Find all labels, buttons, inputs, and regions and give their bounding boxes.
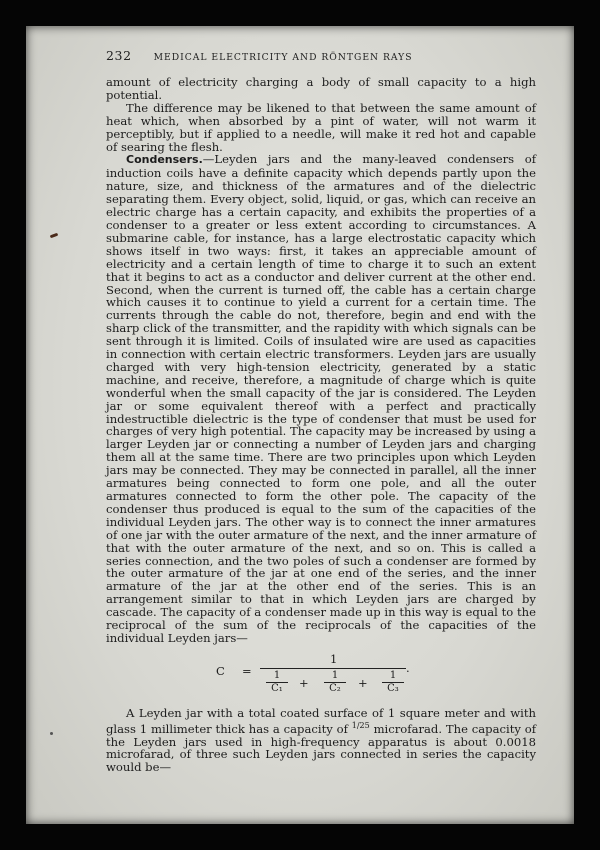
page-header [106,48,536,63]
formula-term-2: $\frac{1}{\text{C₂}}$ [324,670,346,695]
book-page [26,26,574,824]
formula-term-1: $\frac{1}{\text{C₁}}$ [266,670,288,695]
ink-dot [50,732,53,735]
paragraph-condensers [106,153,536,644]
condensers-text: —Leyden jars and the many-leaved condensers of induction coils have a definite capacity which depends partly upon the nature, size, and thickness of the armatures and of the dielectric separating them. Every object, solid, liquid, or gas, which can receive an electric charge has a certain capacity, and exhibits the properties of a condenser to a greater or less extent according to circumstances. A submarine cable, for instance, has a large electrostatic capacity which shows itself in two ways: first, it takes an appreciable amount of electricity and a certain length of time to charge it to such an extent that it begins to act as a conductor and deliver current at the other end. Second, when the current is turned off, the cable has a certain charge which causes it to continue to yield a current for a certain time. The currents through the cable do not, therefore, begin and end with the sharp click of the transmitter, and the rapidity with which signals can be sent through it is limited. Coils of insulated wire are used as capacities in connection with certain electric transformers. Leyden jars are usually charged with very high-tension electricity, generated by a static machine, and receive, therefore, a magnitude of charge which is quite wonderful when the small capacity of the jar is considered. The Leyden jar or some equivalent thereof with a perfect and practically indestructible dielectric is the type of condenser that must be used for charges of very high potential. The capacity may be increased by using a larger Leyden jar or connecting a number of Leyden jars and charging them all at the same time. There are two principles upon which Leyden jars may be connected. They may be connected in parallel, all the inner armatures being connected to form one pole, and all the outer armatures connected to form the other pole. The capacity of the condenser thus produced is equal to the sum of the capacities of the individual Leyden jars. The other way is to connect the inner armatures of one jar with the outer armature of the next, and the inner armature of that with the outer armature of the next, and so on. This is called a series connection, and the two poles of such a condenser are formed by the outer armature of the jar at one end of the series, and the inner armature of the jar at the other end of the series. This is an arrangement similar to that in which Leyden jars are charged by cascade. The capacity of a condenser made up in this way is equal to the reciprocal of the sum of the reciprocals of the capacities of the individual Leyden jars— [106,152,536,645]
formula-end: · [406,663,410,678]
formula-numerator: 1 [330,651,338,666]
formula-equals: = [242,663,252,678]
paragraph-continuation: amount of electricity charging a body of small capacity to a high potential. [106,75,536,102]
running-title: MEDICAL ELECTRICITY AND RÖNTGEN RAYS [153,52,413,63]
capacity-formula [106,653,536,699]
page-body [106,76,536,774]
ink-mark [50,233,59,239]
fraction-one-twentyfifth: 1/25 [351,720,370,730]
formula-main-bar [260,668,406,669]
formula-plus-2: + [358,675,368,690]
paragraph-heat-analogy: The difference may be likened to that between the same amount of heat which, when absorbed by a pint of water, will not warm it perceptibly, but if applied to a needle, will make it red hot and capable of searing the flesh. [106,100,536,154]
page-number: 232 [106,48,132,63]
section-heading-condensers: Condensers. [126,153,203,167]
formula-lhs: C [216,663,225,678]
formula-plus-1: + [299,675,309,690]
formula-term-3: $\frac{1}{\text{C₃}}$ [382,670,404,695]
paragraph-leyden-capacity: A Leyden jar with a total coated surface of 1 square meter and with glass 1 millimeter thick has a capacity of $^{1/25}$ microfarad. The capacity of the Leyden jars used in high-frequency apparatus is about 0.0018 microfarad, of three such Leyden jars connected in series the capacity would be— [106,705,537,775]
